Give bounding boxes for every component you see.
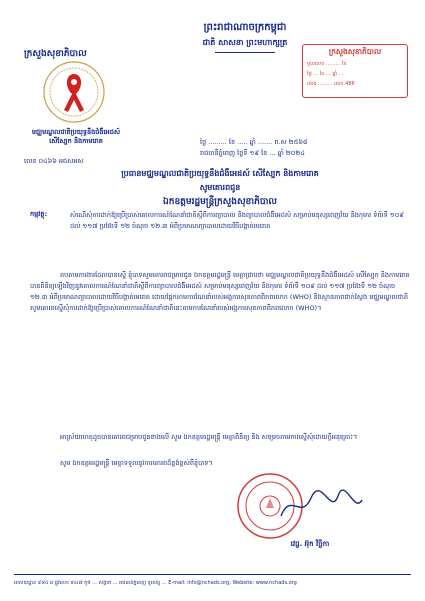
subject-text: សំណើសុំការដាក់ឱ្យប្រើប្រាស់គោលការណ៍ណែនាំជាតិស្តីពីការព្យាបាល និងព្យាបាលជំងឺអេដស៍ សម្រាប់មនុស្សពេញវ័យ និងកុមារ ទំព័រទី ១០៩ ដល់ ១១៧ ប្រវែងទី ១២ ចំណុច ១២.៣ អំពីប្រមាណព្យាបាលដោយវិធីបង្កាត់មេរោគ — [70, 211, 404, 230]
nchads-logo — [42, 60, 106, 124]
date-gregorian: រាជធានីភ្នំពេញ ថ្ងៃទី ១៩ ខែ ... ឆ្នាំ ២០២៤ — [200, 149, 305, 157]
stamp-line2: ថ្ងៃ ... ខែ ... ឆ្នាំ ... — [307, 71, 344, 77]
footer-address: អាសយដ្ឋាន ៩៨៤ ឆ ផ្លូវលេខ ៣៤៧ ភូមិ ... សង្កាត់ ... រាជធានីភ្នំពេញ ទូរស័ព្ទ ... E-mail: info@nchads.org, Website: www.nchads.org — [14, 580, 297, 586]
received-stamp — [302, 44, 408, 98]
stamp-line3: ម៉ោង ......... លេខ 486 — [307, 81, 355, 87]
date-lunar: ថ្ងៃ ......... ខែ ..... ឆ្នាំ ....... ព.ស ២៥៦៨ — [200, 138, 308, 146]
letter-recipient: ឯកឧត្តមរដ្ឋមន្ត្រីក្រសួងសុខាភិបាល — [163, 197, 277, 207]
body-paragraph-1: តបតាមការងារដែលបានស្នើ ខ្ញុំបាទសូមគោរពជម្រាបជូន ឯកឧត្តមរដ្ឋមន្ត្រី មេត្តាជ្រាបថា មជ្ឈមណ្ឌលជាតិប្រយុទ្ធនឹងជំងឺអេដស៍ សើស្បែក និងកាមរោគ បានពិនិត្យឡើងវិញនូវគោលការណ៍ណែនាំជាតិស្តីពីការព្យាបាលជំងឺអេដស៍ សម្រាប់មនុស្សពេញវ័យ និងកុមារ ទំព័រទី ១០៩ ដល់ ១១៧ ប្រវែងទី ១២ ចំណុច ១២.៣ អំពីប្រមាណព្យាបាលដោយវិធីបង្កាត់មេរោគ ដោយផ្អែកតាមការណែនាំរបស់អង្គការសុខភាពពិភពលោក (WHO) និងស្ថានភាពជាក់ស្តែង មជ្ឈមណ្ឌលជាតិសូមគោរពស្នើសុំការដាក់ឱ្យប្រើប្រាស់គោលការណ៍ណែនាំជាតិនេះតាមការណែនាំរបស់អង្គការសុខភាពពិភពលោក (WHO)។ — [30, 271, 410, 312]
body-paragraph-3: សូម ឯកឧត្តមរដ្ឋមន្ត្រី មេត្តាទទួលនូវការគោរពដ៏ខ្ពង់ខ្ពស់ពីខ្ញុំបាទ។ — [60, 459, 213, 467]
footer-divider — [14, 574, 411, 575]
body-paragraph-2: អាស្រ័យហេតុដូចបានគោរពជម្រាបជូនខាងលើ សូម ឯកឧត្តមរដ្ឋមន្ត្រី មេត្តាពិនិត្យ និង សម្រេចតាមការស្នើសុំដោយក្តីអនុគ្រោះ។ — [60, 433, 358, 441]
ministry-name: ក្រសួងសុខាភិបាល — [24, 49, 87, 59]
center-name-line2: សើស្បែក និងកាមរោគ — [49, 137, 103, 145]
national-motto: ជាតិ សាសនា ព្រះមហាក្សត្រ — [202, 38, 288, 47]
letter-respect: សូមគោរពជូន — [199, 183, 241, 192]
center-name-line1: មជ្ឈមណ្ឌលជាតិប្រយុទ្ធនឹងជំងឺអេដស៍ — [31, 128, 121, 136]
reference-number: លេខ ០៤៦៦ អជសអស — [24, 157, 84, 165]
stamp-ministry: ក្រសួងសុខាភិបាល — [328, 47, 382, 56]
signature-mark — [276, 486, 366, 526]
kingdom-title: ព្រះរាជាណាចក្រកម្ពុជា — [203, 22, 287, 33]
signature-name: វេជ្ជ. អ៊ុក វិច្ឆិកា — [290, 540, 330, 548]
subject-label: កម្មវត្ថុ: — [30, 210, 48, 218]
motto-divider — [215, 52, 275, 53]
stamp-line1: ចូលលេខ ......... ខែ — [307, 61, 347, 67]
letter-from: ប្រធានមជ្ឈមណ្ឌលជាតិប្រយុទ្ធនឹងជំងឺអេដស៍ សើស្បែក និងកាមរោគ — [121, 169, 319, 178]
